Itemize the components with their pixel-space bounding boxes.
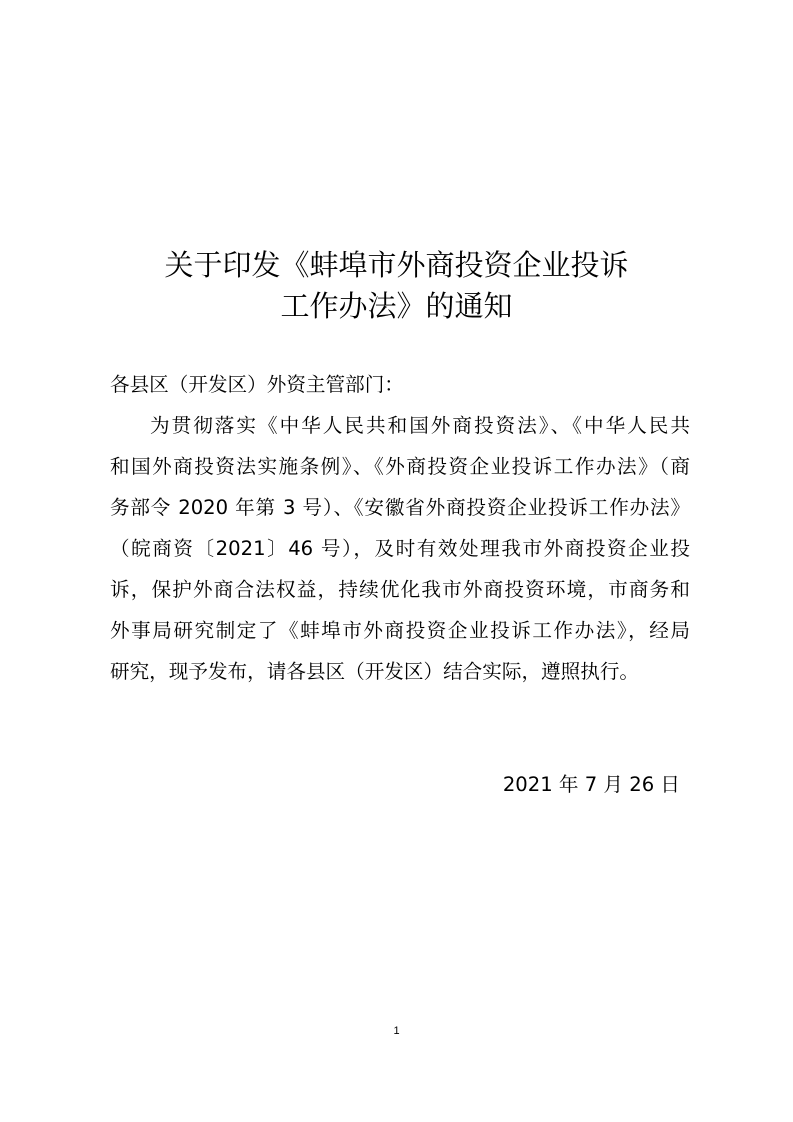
body-line-1: 为贯彻落实《中华人民共和国外商投资法》、《中华人民共: [150, 414, 690, 437]
document-title-line-1: 关于印发《蚌埠市外商投资企业投诉: [164, 248, 629, 282]
body-line-7: 研究，现予发布，请各县区（开发区）结合实际，遵照执行。: [110, 660, 640, 683]
document-date: 2021 年 7 月 26 日: [502, 773, 680, 796]
page-number: 1: [393, 1025, 400, 1037]
body-line-2: 和国外商投资法实施条例》、《外商投资企业投诉工作办法》（商: [110, 455, 690, 478]
salutation: 各县区（开发区）外资主管部门：: [110, 373, 404, 396]
body-line-5: 诉，保护外商合法权益，持续优化我市外商投资环境，市商务和: [110, 578, 690, 601]
body-line-4: （皖商资〔2021〕46 号），及时有效处理我市外商投资企业投: [110, 537, 690, 560]
body-line-6: 外事局研究制定了《蚌埠市外商投资企业投诉工作办法》，经局: [110, 619, 690, 642]
document-title-line-2: 工作办法》的通知: [280, 289, 513, 323]
body-line-3: 务部令 2020 年第 3 号）、《安徽省外商投资企业投诉工作办法》: [110, 496, 690, 519]
